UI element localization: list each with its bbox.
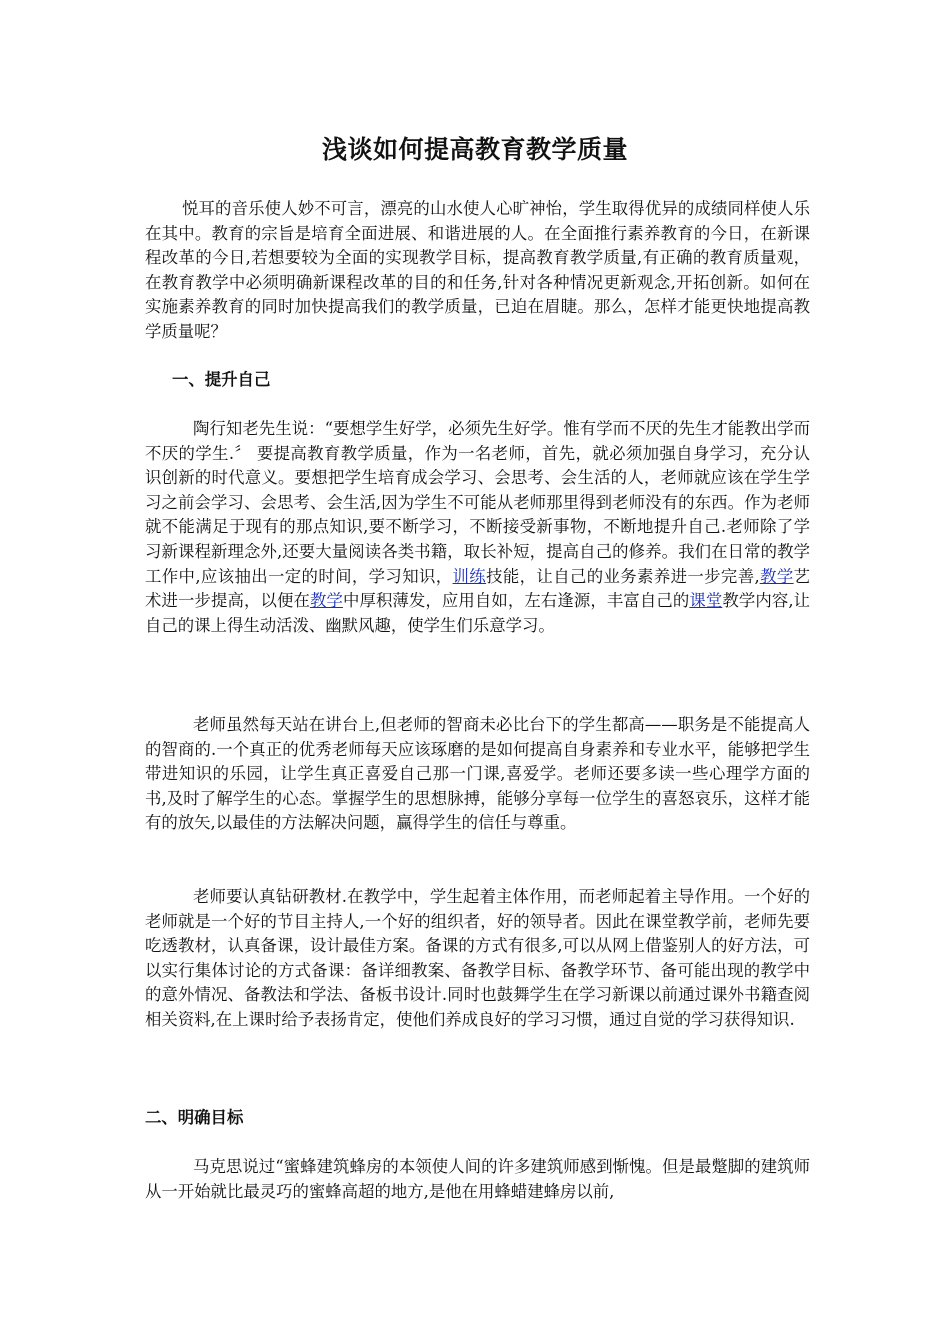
paragraph-text: 艺术进一步提高，以便在 (145, 566, 811, 611)
paragraph-text: 教学内容,让自己的课上得生动活泼、幽默风趣，使学生们乐意学习。 (145, 591, 811, 635)
section2-paragraph-1: 马克思说过“蜜蜂建筑蜂房的本领使人间的许多建筑师感到惭愧。但是最蹩脚的建筑师从一开始就比最灵巧的蜜蜂高超的地方,是他在用蜂蜡建蜂房以前, (145, 1157, 810, 1201)
section-heading-1: 一、提升自己 (172, 370, 271, 389)
document-title: 浅谈如何提高教育教学质量 (321, 135, 628, 164)
link-teaching-2[interactable]: 教学 (309, 591, 343, 611)
paragraph-text: 技能，让自己的业务素养进一步完善, (486, 566, 760, 586)
paragraph-text: 中厚积薄发，应用自如，左右逢源，丰富自己的 (342, 591, 690, 611)
link-classroom[interactable]: 课堂 (689, 591, 723, 611)
section-heading-2: 二、明确目标 (145, 1108, 244, 1127)
paragraph-text: 陶行知老先生说：“要想学生好学，必须先生好学。惟有学而不厌的先生才能教出学而不厌的学生.〞 要提高教育教学质量，作为一名老师，首先，就必须加强自身学习，充分认识创新的时代意义。要想把学生培育成会学习、会思考、会生活的人，老师就应该在学生学习之前会学习、会思考、会生活,因为学生不可能从老师那里得到老师没有的东西。作为老师就不能满足于现有的那点知识,要不断学习，不断接受新事物，不断地提升自己.老师除了学习新课程新理念外,还要大量阅读各类书籍，取长补短，提高自己的修养。我们在日常的教学工作中,应该抽出一定的时间，学习知识， (145, 419, 810, 586)
intro-paragraph: 悦耳的音乐使人妙不可言，漂亮的山水使人心旷神怡，学生取得优异的成绩同样使人乐在其中。教育的宗旨是培育全面进展、和谐进展的人。在全面推行素养教育的今日，在新课程改革的今日,若想要较为全面的实现教学目标，提高教育教学质量,有正确的教育质量观，在教育教学中必须明确新课程改革的目的和任务,针对各种情况更新观念,开拓创新。如何在实施素养教育的同时加快提高我们的教学质量，已迫在眉睫。那么，怎样才能更快地提高教学质量呢？ (145, 199, 810, 341)
section1-paragraph-3: 老师要认真钻研教材.在教学中，学生起着主体作用，而老师起着主导作用。一个好的老师就是一个好的节目主持人,一个好的组织者，好的领导者。因此在课堂教学前，老师先要吃透教材，认真备课，设计最佳方案。备课的方式有很多,可以从网上借鉴别人的好方法，可以实行集体讨论的方式备课：备详细教案、备教学目标、备教学环节、备可能出现的教学中的意外情况、备教法和学法、备板书设计.同时也鼓舞学生在学习新课以前通过课外书籍查阅相关资料,在上课时给予表扬肯定，使他们养成良好的学习习惯，通过自觉的学习获得知识. (145, 887, 810, 1029)
section1-paragraph-2: 老师虽然每天站在讲台上,但老师的智商未必比台下的学生都高——职务是不能提高人的智商的.一个真正的优秀老师每天应该琢磨的是如何提高自身素养和专业水平，能够把学生带进知识的乐园，让学生真正喜爱自己那一门课,喜爱学。老师还要多读一些心理学方面的书,及时了解学生的心态。掌握学生的思想脉搏，能够分享每一位学生的喜怒哀乐，这样才能有的放矢,以最佳的方法解决问题，赢得学生的信任与尊重。 (145, 715, 810, 833)
link-training[interactable]: 训练 (452, 566, 487, 586)
link-teaching[interactable]: 教学 (759, 566, 794, 586)
section1-paragraph-1 (145, 417, 810, 638)
